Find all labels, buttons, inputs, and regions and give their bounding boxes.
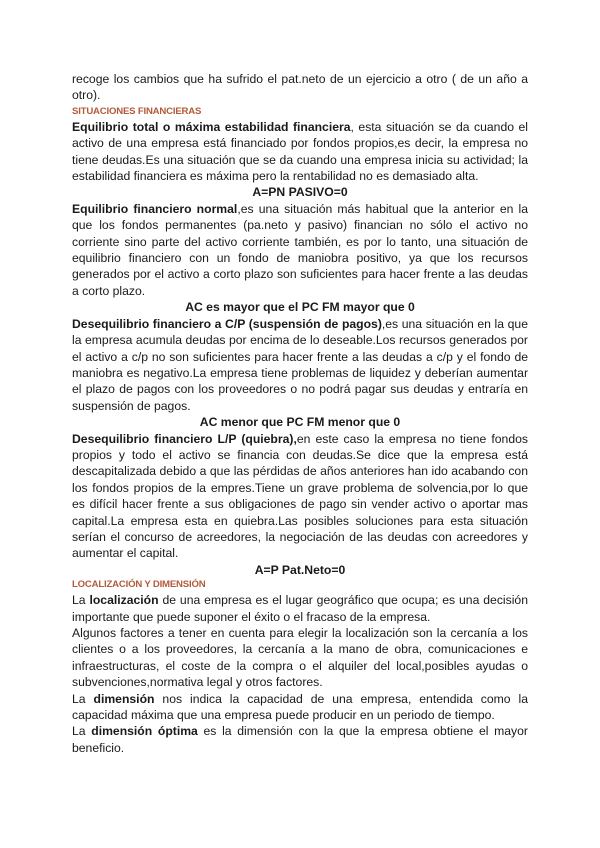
text-dimension: nos indica la capacidad de una empresa, entendida como la capacidad máxima que una empresa puede producir en un periodo de tiempo. (72, 691, 528, 723)
paragraph-desequilibrio-lp (72, 431, 528, 562)
intro-paragraph: recoge los cambios que ha sufrido el pat.neto de un ejercicio a otro ( de un año a otro). (72, 72, 528, 103)
formula-equilibrio-total: A=PN PASIVO=0 (252, 185, 348, 200)
text-localizacion-pre: La (72, 593, 90, 608)
term-dimension: dimensión (93, 691, 155, 706)
text-dimension-optima-pre: La (72, 724, 92, 739)
text-localizacion: de una empresa es el lugar geográfico que ocupa; es una decisión importante que puede suponer el éxito o el fracaso de la empresa. (72, 593, 528, 624)
document-body (72, 71, 528, 756)
text-dimension-pre: La (72, 691, 94, 706)
term-desequilibrio-cp: Desequilibrio financiero a C/P (suspensión de pagos) (72, 316, 382, 331)
text-desequilibrio-cp: ,es una situación en la que la empresa acumula deudas por encima de lo deseable.Los recursos generados por el activo a c/p no son suficientes para hacer frente a las deudas a c/p y el fondo de maniobra es negativo.La empresa tiene problemas de liquidez y deberían aumentar el plazo de pagos con los proveedores o no podrá pagar sus deudas y entraría en suspensión de pagos. (72, 316, 528, 413)
paragraph-desequilibrio-cp (72, 316, 528, 414)
section-heading-localizacion: LOCALIZACIÓN Y DIMENSIÓN (72, 579, 206, 591)
term-localizacion: localización (89, 593, 159, 608)
term-equilibrio-total: Equilibrio total o máxima estabilidad financiera (72, 119, 351, 134)
section-heading-situaciones: SITUACIONES FINANCIERAS (72, 105, 202, 117)
text-equilibrio-total: , esta situación se da cuando el activo de una empresa está financiado por fondos propios,es decir, la empresa no tiene deudas.Es una situación que se da cuando una empresa inicia su actividad; la estabilidad financiera es máxima pero la rentabilidad no es demasiado alta. (72, 119, 528, 184)
formula-desequilibrio-lp: A=P Pat.Neto=0 (254, 562, 346, 577)
paragraph-equilibrio-normal (72, 201, 528, 299)
text-equilibrio-normal: ,es una situación más habitual que la anterior en la que los fondos permanentes (pa.neto y pasivo) financian no sólo el activo no corriente sino parte del activo corriente también, es por lo tanto, una situación de equilibrio financiero con un fondo de maniobra positivo, ya que los recursos generados por el activo a corto plazo son suficientes para hacer frente a las deudas a corto plazo. (72, 201, 528, 298)
paragraph-dimension (72, 691, 528, 724)
formula-equilibrio-normal: AC es mayor que el PC FM mayor que 0 (185, 300, 415, 315)
text-dimension-optima: es la dimensión con la que la empresa obtiene el mayor beneficio. (72, 724, 528, 755)
text-desequilibrio-lp: en este caso la empresa no tiene fondos propios y todo el activo se financia con deudas.Se dice que la empresa está descapitalizada debido a que las pérdidas de años anteriores han ido acabando con los fondos propios de la empres.Tiene un grave problema de solvencia,por lo que es difícil hacer frente a sus obligaciones de pago sin vender activo o aportar mas capital.La empresa esta en quiebra.Las posibles soluciones para esta situación serían el concurso de acreedores, la negociación de las deudas con acreedores y aumentar el capital. (72, 431, 528, 561)
formula-desequilibrio-cp: AC menor que PC FM menor que 0 (199, 415, 401, 430)
paragraph-factores: Algunos factores a tener en cuenta para elegir la localización son la cercanía a los clientes o a los proveedores, la cercanía a la mano de obra, comunicaciones e infraestructuras, el coste de la compra o el alquiler del local,posibles ayudas o subvenciones,normativa legal y otros factores. (72, 626, 528, 690)
paragraph-dimension-optima (72, 723, 528, 756)
term-dimension-optima: dimensión óptima (91, 724, 198, 739)
term-equilibrio-normal: Equilibrio financiero normal (72, 201, 238, 216)
paragraph-equilibrio-total (72, 119, 528, 185)
term-desequilibrio-lp: Desequilibrio financiero L/P (quiebra), (72, 431, 297, 446)
paragraph-localizacion (72, 592, 528, 625)
